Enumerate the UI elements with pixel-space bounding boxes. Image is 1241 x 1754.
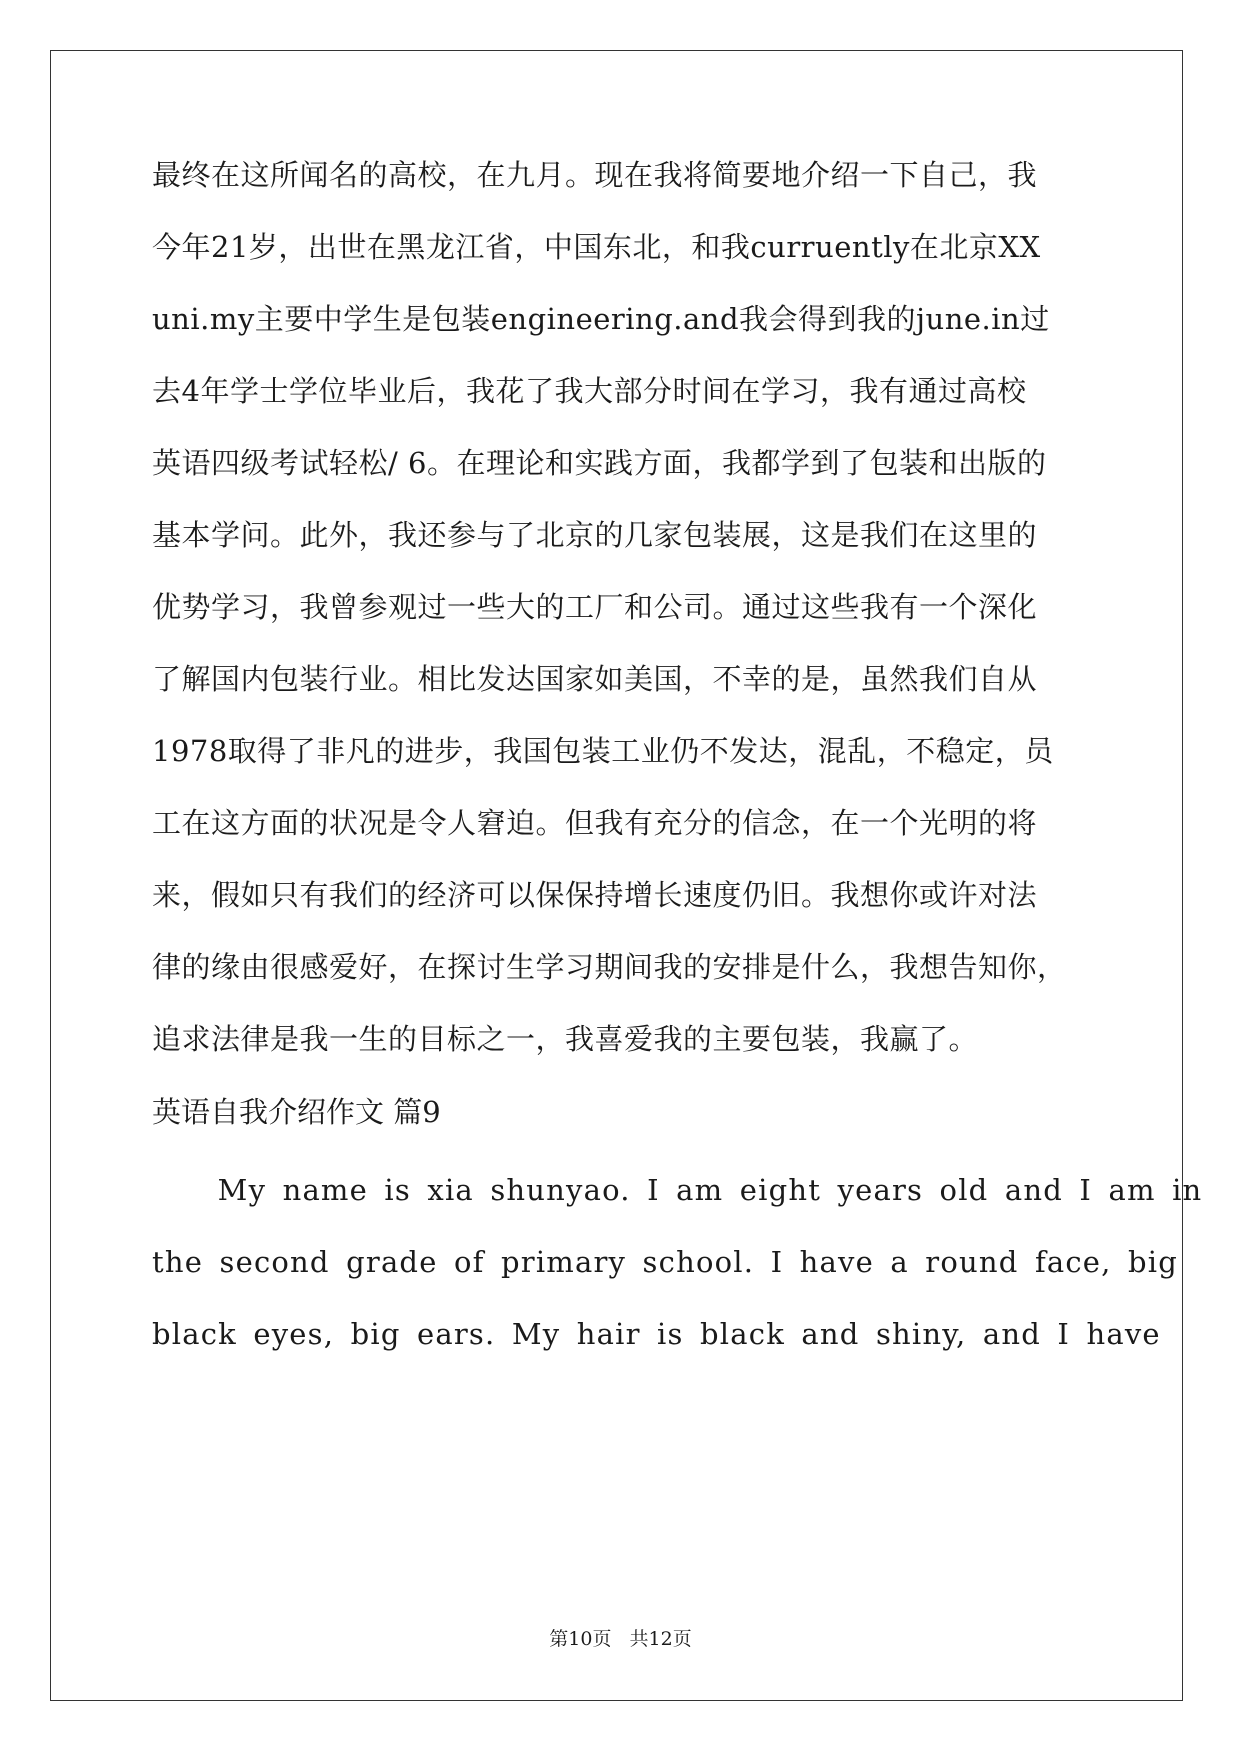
english-line: the second grade of primary school. I have a round face, big: [152, 1245, 1179, 1279]
body-line: 基本学问。此外，我还参与了北京的几家包装展，这是我们在这里的: [152, 518, 1038, 552]
page-total: 共12页: [629, 1628, 692, 1650]
body-line: uni.my主要中学生是包装engineering.and我会得到我的june.in过: [152, 302, 1050, 336]
body-line: 今年21岁，出世在黑龙江省，中国东北，和我curruently在北京XX: [152, 230, 1041, 264]
body-line: 追求法律是我一生的目标之一，我喜爱我的主要包装，我赢了。: [152, 1022, 979, 1056]
body-line: 了解国内包装行业。相比发达国家如美国，不幸的是，虽然我们自从: [152, 662, 1038, 696]
english-line: My name is xia shunyao. I am eight years old and I am in: [152, 1173, 1203, 1207]
body-line: 英语四级考试轻松/ 6。在理论和实践方面，我都学到了包装和出版的: [152, 446, 1047, 480]
section-heading: 英语自我介绍作文 篇9: [152, 1095, 441, 1129]
english-line: black eyes, big ears. My hair is black and shiny, and I have: [152, 1317, 1161, 1351]
body-line: 工在这方面的状况是令人窘迫。但我有充分的信念，在一个光明的将: [152, 806, 1038, 840]
body-line: 优势学习，我曾参观过一些大的工厂和公司。通过这些我有一个深化: [152, 590, 1038, 624]
page-number: 第10页: [549, 1628, 612, 1650]
body-line: 去4年学士学位毕业后，我花了我大部分时间在学习，我有通过高校: [152, 374, 1027, 408]
body-line: 来，假如只有我们的经济可以保保持增长速度仍旧。我想你或许对法: [152, 878, 1038, 912]
body-line: 律的缘由很感爱好，在探讨生学习期间我的安排是什么，我想告知你，: [152, 950, 1067, 984]
page-footer: [0, 1626, 1241, 1652]
body-line: 最终在这所闻名的高校，在九月。现在我将简要地介绍一下自己，我: [152, 158, 1038, 192]
body-line: 1978取得了非凡的进步，我国包装工业仍不发达，混乱，不稳定，员: [152, 734, 1054, 768]
